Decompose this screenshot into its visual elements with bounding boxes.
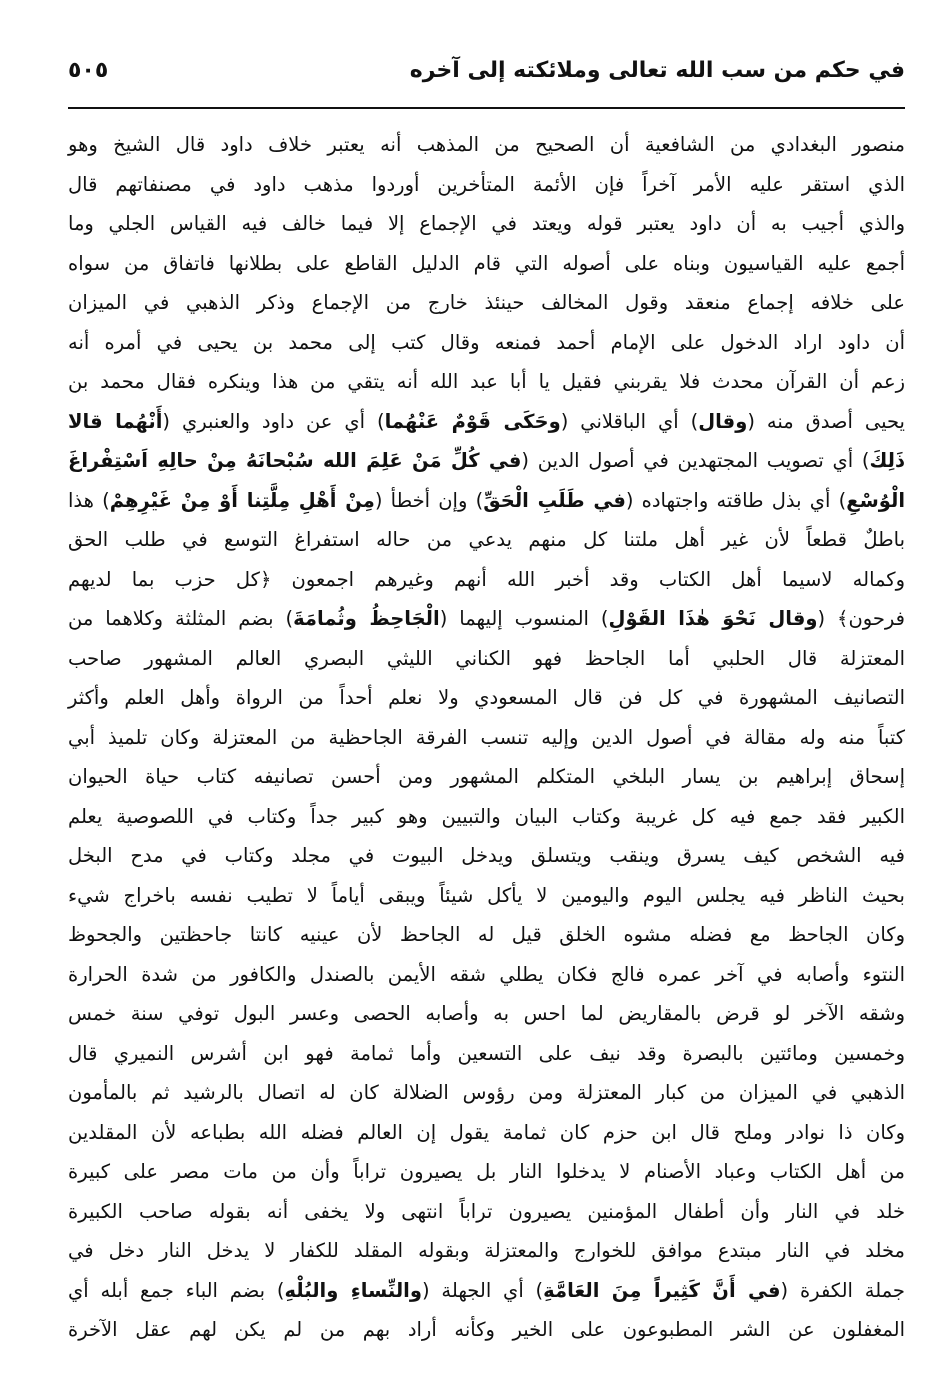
text-line	[68, 757, 905, 797]
commentary-text: من أهل الكتاب وعباد الأصنام لا يدخلوا النار بل يصيرون تراباً وأن من مات مصر على كبيرة	[68, 1160, 905, 1183]
commentary-text: ) هذا	[68, 488, 110, 512]
commentary-text: المعتزلة قال الحلبي أما الجاحظ فهو الكناني الليثي البصري العالم المشهور صاحب	[68, 646, 905, 670]
commentary-text: مخلد في النار مبتدع موافق للخوارج والمعتزلة وبقوله المقلد للكفار لا يدخل النار دخل في	[68, 1239, 905, 1262]
text-line	[68, 1271, 905, 1311]
commentary-text: كتباً منه وله مقالة في أصول الدين وإليه تنسب الفرقة الجاحظية من المعتزلة وكان تلميذ أبي	[68, 725, 905, 749]
commentary-text: على خلافه إجماع منعقد وقول المخالف حينئذ خارج من الإجماع وذكر الذهبي في الميزان	[68, 291, 905, 314]
text-line	[68, 599, 905, 639]
text-line	[68, 441, 905, 481]
text-line	[68, 836, 905, 876]
text-line	[68, 1152, 905, 1192]
commentary-text: الذهبي في الميزان من كبار المعتزلة ومن رؤوس الضلالة كان له اتصال بالرشيد ثم بالمأمون	[68, 1081, 905, 1104]
commentary-text: بحيث الناظر فيه يجلس اليوم واليومين لا يأكل شيئاً ويبقى أياماً لا تطيب نفسه باخراج شيء	[68, 883, 905, 907]
commentary-text: زعم أن القرآن محدث فلا يقربني فقيل يا أبا عبد الله أنه يتقي من هذا وينكره فقال محمد بن	[68, 370, 905, 393]
commentary-text: الذي استقر عليه الأمر آخراً فإن الأئمة المتأخرين أوردوا مذهب داود في مصنفاتهم قال	[68, 172, 905, 196]
commentary-matn-text: وقال نَحْوَ هٰذَا القَوْلِ	[608, 607, 818, 630]
commentary-text: خلد في النار وأن أطفال المؤمنين يصيرون تراباً انتهى ولا يخفى أنه بقوله صاحب الكبيرة	[68, 1199, 905, 1223]
commentary-text: وكان ذا نوادر وملح قال ابن حزم كان ثمامة يقول إن العالم فضله الله بطباعه لأن المقلدين	[68, 1120, 905, 1144]
text-line	[68, 520, 905, 560]
commentary-text: فيه الشخص كيف يسرق وينقب ويتسلق ويدخل البيوت في مجلد وكتاب في مدح البخل	[68, 844, 905, 867]
body-text	[68, 125, 905, 1350]
commentary-text: ) وإن أخطأ (	[374, 488, 484, 512]
text-line	[68, 362, 905, 402]
running-header	[68, 52, 905, 102]
commentary-matn-text: ذَلِكَ	[869, 449, 905, 472]
text-line	[68, 204, 905, 244]
commentary-text: ) بضم الباء جمع أبله أي	[68, 1278, 285, 1302]
text-line	[68, 1034, 905, 1074]
text-line	[68, 797, 905, 837]
commentary-text: ) أي الباقلاني (	[560, 409, 699, 433]
commentary-text: ) أي الجهلة (	[421, 1278, 544, 1302]
text-line	[68, 323, 905, 363]
text-line	[68, 639, 905, 679]
commentary-text: أن داود اراد الدخول على الإمام أحمد فمنعه وقال كتب إلى محمد بن يحيى في أمره أنه	[68, 330, 905, 354]
commentary-matn-text: وقال	[698, 409, 748, 433]
text-line	[68, 1310, 905, 1350]
commentary-text: المغفلون عن الشر المطبوعون على الخير وكأنه أراد بهم من لم يكن لهم عقل الآخرة	[68, 1318, 905, 1341]
commentary-matn-text: في أَنَّ كَثِيراً مِنَ العَامَّةِ	[543, 1278, 781, 1302]
running-title: في حكم من سب الله تعالى وملائكته إلى آخره	[409, 58, 905, 83]
commentary-text: النتوء وأصابه في آخر عمره فالج فكان يطلي شقه الأيمن بالصندل والكافور من شدة الحرارة	[68, 962, 905, 986]
text-line	[68, 955, 905, 995]
text-line	[68, 165, 905, 205]
text-line	[68, 481, 905, 521]
text-line	[68, 1192, 905, 1232]
text-line	[68, 1073, 905, 1113]
commentary-text: ) المنسوب إليهما (	[439, 607, 609, 630]
commentary-text: فرحون﴾ (	[817, 607, 905, 630]
commentary-matn-text: في كُلِّ مَنْ عَلِمَ الله سُبْحانَهُ مِنْ حالِهِ اَسْتِفْراغَ	[68, 449, 522, 472]
commentary-text: ) أي تصويب المجتهدين في أصول الدين (	[521, 449, 870, 472]
commentary-text: وشقه الآخر لو قرض بالمقاريض لما احس به وأصابه الحصى وعسر البول توفي سنة خمس	[68, 1002, 905, 1025]
commentary-text: يحيى أصدق منه (	[747, 409, 905, 433]
commentary-text: أجمع عليه القياسيون وبناه على أصوله التي قام الدليل القاطع على بطلانها فاتفاق من سواه	[68, 251, 905, 275]
text-line	[68, 994, 905, 1034]
text-line	[68, 244, 905, 284]
commentary-matn-text: الْوُسْعِ	[846, 488, 906, 512]
commentary-text: الكبير فقد جمع فيه كل غريبة وكتاب البيان والتبيين وهو كبير جداً وكتاب في اللصوصية يعلم	[68, 804, 905, 828]
commentary-text: باطلٌ قطعاً لأن غير أهل ملتنا كل منهم يدعي من حاله استفراغ التوسع في طلب الحق	[68, 528, 905, 551]
text-line	[68, 402, 905, 442]
text-line	[68, 560, 905, 600]
commentary-matn-text: مِنْ أَهْلِ مِلَّتِنا أَوْ مِنْ غَيْرِهِمْ	[109, 488, 375, 512]
commentary-text: والذي أجيب به أن داود يعتبر قوله ويعتد في الإجماع إلا فيما خالف فيه القياس الجلي وما	[68, 212, 905, 235]
text-line	[68, 718, 905, 758]
page-number: ٥٠٥	[68, 58, 109, 83]
commentary-text: ) أي عن داود والعنبري (	[162, 409, 385, 433]
commentary-matn-text: والنِّساءِ والبُلْهِ	[284, 1278, 422, 1302]
header-divider	[68, 107, 905, 109]
commentary-text: التصانيف المشهورة في كل فن قال المسعودي ولا نعلم أحداً من الرواة وأهل العلم وأكثر	[68, 686, 905, 709]
commentary-text: ) بضم المثلثة وكلاهما من	[68, 607, 294, 630]
commentary-text: ) أي بذل طاقته واجتهاده (	[625, 488, 847, 512]
commentary-text: منصور البغدادي من الشافعية أن الصحيح من المذهب أنه يعتبر خلاف داود قال الشيخ وهو	[68, 133, 905, 156]
text-line	[68, 915, 905, 955]
text-line	[68, 1113, 905, 1153]
commentary-matn-text: أَنْهُما قالا	[68, 409, 163, 433]
commentary-text: جملة الكفرة (	[780, 1278, 905, 1302]
text-line	[68, 876, 905, 916]
text-line	[68, 678, 905, 718]
text-line	[68, 283, 905, 323]
text-line	[68, 125, 905, 165]
text-line	[68, 1231, 905, 1271]
commentary-matn-text: وحَكَى قَوْمٌ عَنْهُما	[384, 409, 561, 433]
commentary-matn-text: الْجَاحِظُ وثُمامَةَ	[293, 607, 440, 630]
commentary-text: وكماله لاسيما أهل الكتاب وقد أخبر الله أنهم وغيرهم اجمعون ﴿كل حزب بما لديهم	[68, 567, 905, 591]
commentary-matn-text: في طَلَبِ الْحَقِّ	[483, 488, 626, 512]
commentary-text: وكان الجاحظ مع فضله مشوه الخلق قيل له الجاحظ لأن عينيه كانتا جاحظتين والجحوظ	[68, 923, 905, 946]
commentary-text: إسحاق إبراهيم بن يسار البلخي المتكلم المشهور ومن أحسن تصانيفه كتاب حياة الحيوان	[68, 765, 905, 788]
commentary-text: وخمسين ومائتين بالبصرة وقد نيف على التسعين وأما ثمامة فهو ابن أشرس النميري قال	[68, 1041, 905, 1065]
